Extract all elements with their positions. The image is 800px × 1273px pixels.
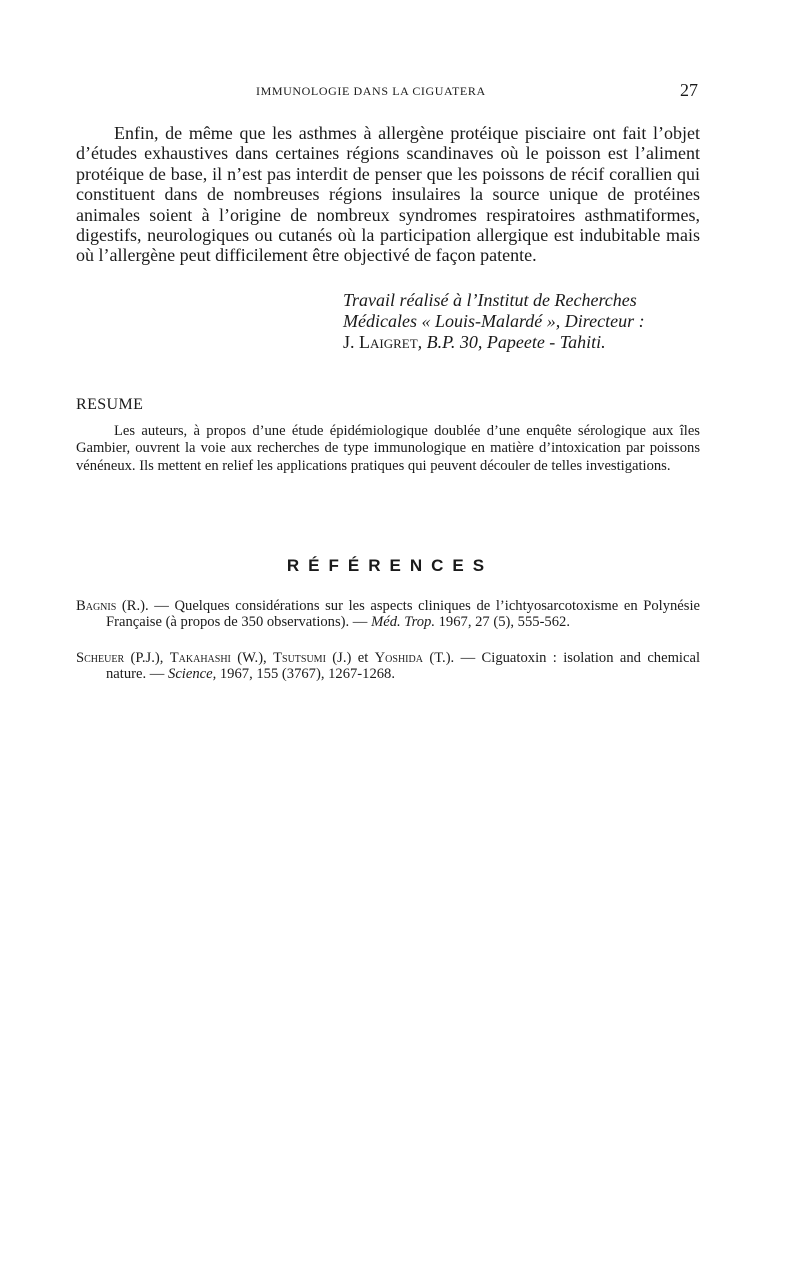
page-number: 27 xyxy=(680,80,698,100)
body-paragraph: Enfin, de même que les asthmes à allergène protéique pisciaire ont fait l’objet d’études exhaustives dans certaines régions scandinaves où le poisson est l’aliment protéique de base, il n’est pas interdit de penser que les poissons de récif corallien qui constituent dans de nombreuses régions insulaires la source unique de protéines animales soient à l’origine de nombreux syndromes respiratoires asthmatiformes, digestifs, neurologiques ou cutanés où la participation allergique est indubitable mais où l’allergène peut difficilement être objectivé de façon patente. xyxy=(76,123,700,266)
affiliation-line-1: Travail réalisé à l’Institut de Recherches xyxy=(343,290,637,310)
references-heading: RÉFÉRENCES xyxy=(286,556,494,575)
reference-tail: 1967, 27 (5), 555-562. xyxy=(434,614,570,631)
reference-item xyxy=(76,598,700,631)
director-initial: J. xyxy=(343,332,360,352)
reference-author: Yoshida xyxy=(374,650,423,666)
reference-tail: 1967, 155 (3767), 1267-1268. xyxy=(216,666,395,683)
reference-author: Tsutsumi xyxy=(273,650,326,666)
reference-text: (J.) et xyxy=(325,650,375,666)
reference-text: (W.), xyxy=(230,650,274,666)
affiliation-line-2: Médicales « Louis-Malardé », Directeur : xyxy=(343,311,645,331)
reference-author: Takahashi xyxy=(169,650,231,666)
reference-item xyxy=(76,650,700,683)
affiliation-line-3 xyxy=(343,332,703,353)
reference-text: (P.J.), xyxy=(124,650,170,666)
director-name: Laigret xyxy=(359,332,418,352)
reference-journal: Science, xyxy=(168,666,217,683)
reference-author: Bagnis xyxy=(76,598,117,614)
affiliation-block xyxy=(343,290,703,353)
reference-author: Scheuer xyxy=(76,650,125,666)
reference-text: (T.). — Ciguatoxin : isolation and chemical nature. — xyxy=(106,650,701,683)
reference-text: (R.). — Quelques considérations sur les aspects cliniques de l’ichtyosarcotoxisme en Polynésie Française (à propos de 350 observations). — xyxy=(106,598,700,631)
resume-heading: RESUME xyxy=(76,396,144,413)
reference-journal: Méd. Trop. xyxy=(371,614,435,631)
affiliation-address: , B.P. 30, Papeete - Tahiti. xyxy=(417,332,606,352)
running-head: IMMUNOLOGIE DANS LA CIGUATERA xyxy=(256,84,486,98)
resume-text: Les auteurs, à propos d’une étude épidémiologique doublée d’une enquête sérologique aux îles Gambier, ouvrent la voie aux recherches de type immunologique en matière d’intoxication par poissons vénéneux. Ils mettent en relief les applications pratiques qui peuvent découler de telles investigations. xyxy=(76,423,700,474)
